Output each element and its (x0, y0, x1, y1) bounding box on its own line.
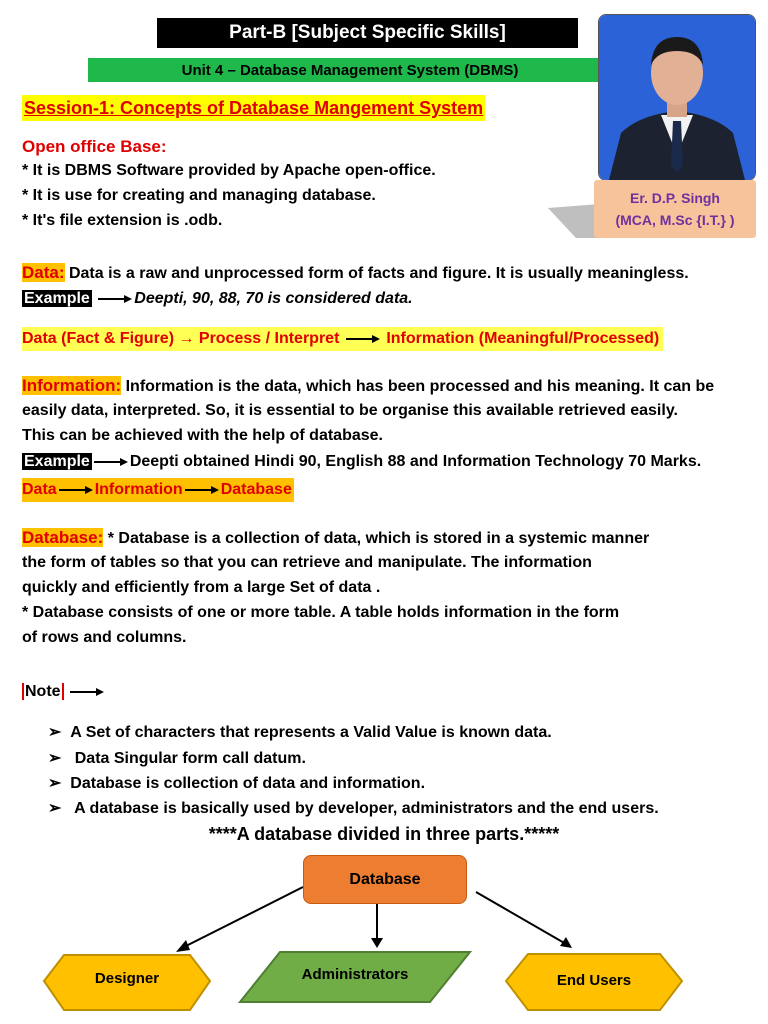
arrow-right-icon (94, 457, 128, 467)
information-example (22, 453, 701, 471)
base-heading: Open office Base: (22, 137, 167, 156)
example-label: Example (24, 453, 90, 470)
arrow-right-icon (346, 334, 380, 344)
note-label: Note (22, 683, 64, 700)
information-text-1: Information is the data, which has been processed and his meaning. It can be (121, 378, 715, 395)
author-name-box (594, 180, 756, 238)
arrow-right-icon (59, 485, 93, 495)
database-root-node: Database (303, 855, 467, 904)
data-flow (22, 327, 663, 351)
arrow-right-icon (185, 485, 219, 495)
flow-part-2: Information (Meaningful/Processed) (386, 330, 660, 347)
data-text: Data is a raw and unprocessed form of facts and figure. It is usually meaningless. (64, 265, 689, 282)
data-chain (22, 478, 294, 502)
note-heading-row (22, 683, 106, 701)
arrow-head-icon (371, 938, 383, 948)
database-line-4: * Database consists of one or more table. A table holds information in the form (22, 604, 620, 621)
connector-endusers (476, 892, 566, 944)
arrow-head-icon (176, 940, 190, 952)
data-example (22, 290, 413, 308)
author-qualification: (MCA, M.Sc {I.T.} ) (615, 212, 735, 228)
database-line-5: of rows and columns. (22, 629, 187, 646)
bullet-arrow-icon: ➢ (48, 800, 71, 817)
chain-data: Data (22, 481, 57, 498)
base-line-3: * It's file extension is .odb. (22, 212, 223, 229)
data-definition (22, 263, 689, 283)
administrators-label: Administrators (301, 966, 409, 983)
bullet-arrow-icon: ➢ (48, 750, 71, 767)
endusers-label: End Users (556, 972, 632, 989)
database-heading: Database: (22, 528, 104, 547)
note-item: ➢ Database is collection of data and information. (48, 775, 426, 792)
chain-database: Database (220, 481, 292, 498)
note-item: ➢ A database is basically used by developer, administrators and the end users. (48, 800, 659, 817)
database-line-2: the form of tables so that you can retrieve and manipulate. The information (22, 554, 592, 571)
information-line-2: easily data, interpreted. So, it is essential to be organise this available retrieved easily. (22, 402, 678, 419)
base-line-1: * It is DBMS Software provided by Apache open-office. (22, 162, 436, 179)
author-photo (598, 14, 756, 181)
database-line-1 (22, 528, 649, 548)
flow-part-1: Data (Fact & Figure) → Process / Interpret (22, 330, 340, 347)
information-line-1 (22, 376, 714, 396)
connector-designer (182, 887, 303, 948)
data-heading: Data: (22, 263, 65, 282)
arrow-right-icon (70, 687, 104, 697)
information-heading: Information: (22, 376, 122, 395)
example-label: Example (24, 290, 90, 307)
base-line-2: * It is use for creating and managing database. (22, 187, 376, 204)
note-item: ➢ Data Singular form call datum. (48, 750, 306, 767)
author-name: Er. D.P. Singh (630, 190, 720, 206)
diagram-heading: ****A database divided in three parts.***** (208, 824, 560, 844)
database-line-3: quickly and efficiently from a large Set of data . (22, 579, 381, 596)
unit-banner: Unit 4 – Database Management System (DBMS) (88, 58, 612, 82)
information-line-3: This can be achieved with the help of database. (22, 427, 383, 444)
page-title: Part-B [Subject Specific Skills] (157, 18, 578, 48)
bullet-arrow-icon: ➢ (48, 724, 71, 741)
arrow-right-icon (98, 294, 132, 304)
database-text-1: * Database is a collection of data, which is stored in a systemic manner (103, 530, 650, 547)
chain-information: Information (94, 481, 183, 498)
bullet-arrow-icon: ➢ (48, 775, 71, 792)
designer-label: Designer (94, 970, 160, 987)
example-text: Deepti obtained Hindi 90, English 88 and Information Technology 70 Marks. (129, 453, 702, 470)
session-heading: Session-1: Concepts of Database Mangement System (22, 95, 485, 121)
example-text: Deepti, 90, 88, 70 is considered data. (134, 290, 413, 307)
note-item: ➢ A Set of characters that represents a Valid Value is known data. (48, 724, 552, 741)
